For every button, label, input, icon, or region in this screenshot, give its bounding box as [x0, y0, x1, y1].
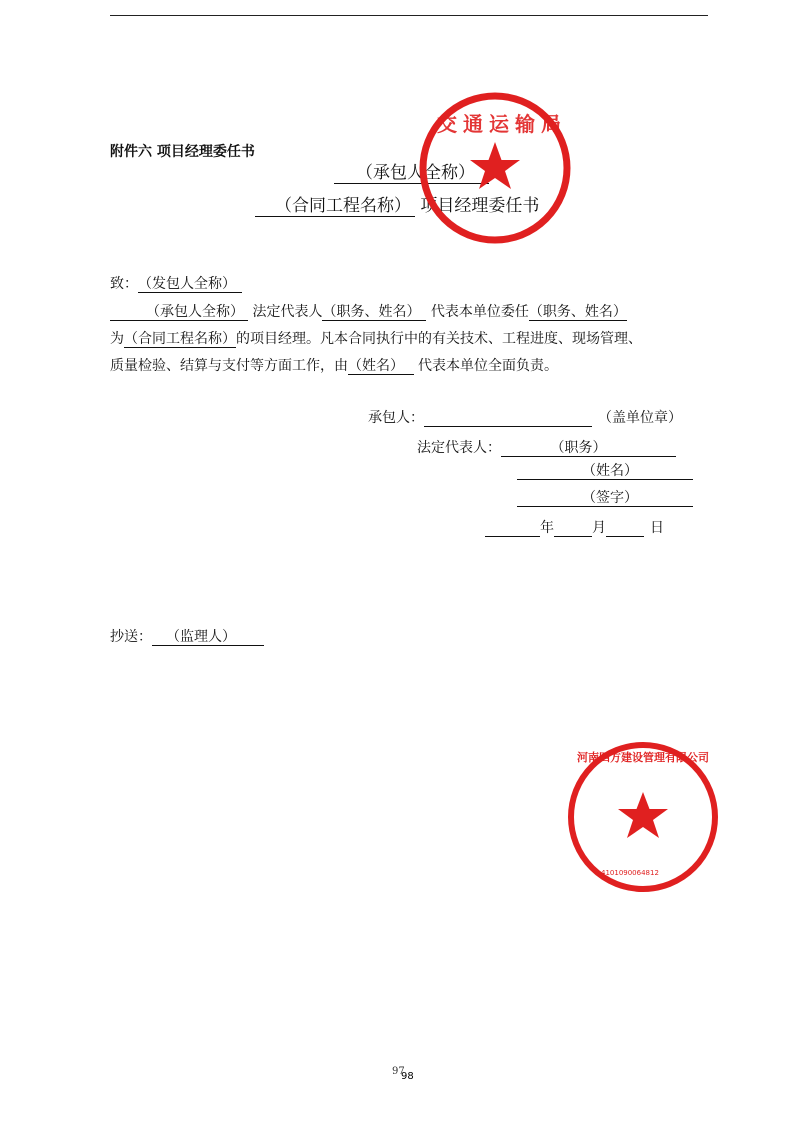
body-line-3: 质量检验、结算与支付等方面工作，由（姓名） 代表本单位全面负责。 — [110, 358, 558, 374]
heading-project-name: （合同工程名称） — [255, 196, 415, 217]
page-number: 98 — [401, 1071, 414, 1082]
upper-seal — [415, 88, 575, 248]
body-project: （合同工程名称） — [124, 331, 236, 347]
upper-seal-text: 交通运输局 — [437, 112, 567, 136]
signature-contractor: 承包人： （盖单位章） — [368, 410, 682, 426]
salutation: 致：（发包人全称） — [110, 271, 242, 297]
lower-seal — [563, 737, 723, 897]
page-number-old: 97 — [392, 1066, 405, 1077]
month-blank[interactable] — [554, 520, 592, 537]
cc-line: 抄送： （监理人） — [110, 624, 264, 650]
day-blank[interactable] — [606, 520, 644, 537]
sign-blank[interactable]: （签字） — [517, 490, 693, 507]
lower-seal-star-icon — [618, 792, 668, 838]
body-contractor: （承包人全称） — [110, 304, 248, 321]
year-blank[interactable] — [485, 520, 540, 537]
contractor-blank[interactable] — [424, 410, 592, 427]
lower-seal-serial: 4101090064812 — [601, 869, 659, 877]
heading-contractor: （承包人全称） — [334, 163, 489, 184]
signature-date: 年 月 日 — [485, 517, 664, 537]
position-blank[interactable]: （职务） — [501, 440, 676, 457]
salutation-recipient: （发包人全称） — [138, 276, 242, 293]
header-rule — [110, 15, 708, 16]
upper-seal-star-icon — [470, 142, 520, 189]
body-legal-rep: （职务、姓名） — [322, 304, 426, 321]
attachment-title: 附件六 项目经理委任书 — [110, 144, 255, 160]
lower-seal-company: 河南四方建设管理有限公司 — [577, 751, 709, 764]
heading-title-suffix: 项目经理委任书 — [420, 196, 540, 216]
body-line-2: 为（合同工程名称）的项目经理。凡本合同执行中的有关技术、工程进度、现场管理、 — [110, 331, 642, 347]
signature-name — [517, 463, 693, 480]
cc-recipient: （监理人） — [152, 629, 264, 646]
body-appointee: （职务、姓名） — [528, 304, 627, 320]
body-name: （姓名） — [348, 358, 414, 375]
name-blank[interactable]: （姓名） — [517, 463, 693, 480]
body-line-1: （承包人全称） 法定代表人（职务、姓名） 代表本单位委任（职务、姓名） — [110, 299, 627, 325]
signature-sign — [517, 490, 693, 507]
signature-legal-rep: 法定代表人： （职务） — [417, 437, 676, 457]
